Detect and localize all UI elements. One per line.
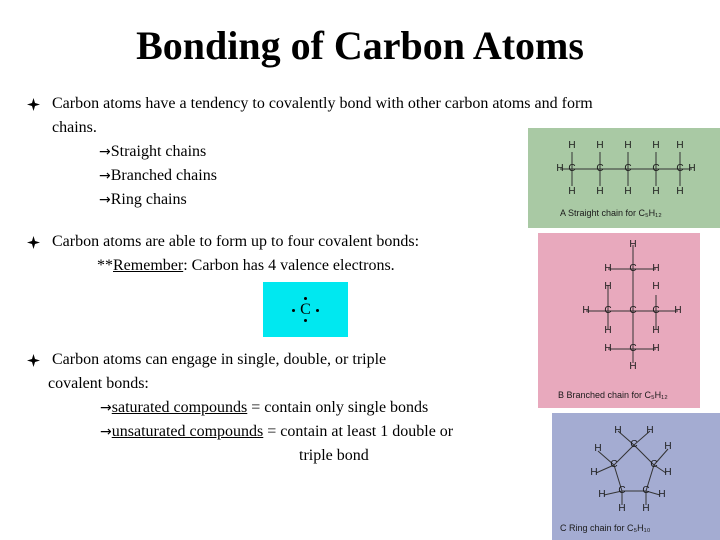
atom-c: C bbox=[618, 485, 626, 496]
atom-h: H bbox=[658, 489, 666, 500]
atom-h: H bbox=[598, 489, 606, 500]
branched-chain-caption: B Branched chain for C₅H₁₂ bbox=[558, 390, 668, 400]
atom-c: C bbox=[676, 163, 684, 174]
atom-h: H bbox=[556, 163, 564, 174]
arrow-icon: → bbox=[99, 192, 111, 208]
unsaturated-definition: →unsaturated compounds = contain at least 1 double or bbox=[100, 423, 454, 440]
lewis-dot-carbon bbox=[263, 282, 348, 337]
atom-h: H bbox=[596, 140, 604, 151]
ring-chain-caption: C Ring chain for C₅H₁₀ bbox=[560, 523, 651, 533]
atom-h: H bbox=[688, 163, 696, 174]
atom-h: H bbox=[590, 467, 598, 478]
atom-h: H bbox=[582, 305, 590, 316]
atom-h: H bbox=[652, 281, 660, 292]
atom-h: H bbox=[629, 239, 637, 250]
atom-h: H bbox=[664, 467, 672, 478]
unsaturated-definition-cont: triple bond bbox=[299, 447, 369, 464]
arrow-icon: → bbox=[99, 144, 111, 160]
atom-h: H bbox=[629, 361, 637, 372]
atom-h: H bbox=[604, 343, 612, 354]
atom-h: H bbox=[652, 186, 660, 197]
arrow-icon: → bbox=[99, 168, 111, 184]
bond-lines bbox=[538, 233, 700, 408]
atom-h: H bbox=[652, 263, 660, 274]
straight-chain-caption: A Straight chain for C₅H₁₂ bbox=[560, 208, 662, 218]
atom-c: C bbox=[650, 459, 658, 470]
atom-c: C bbox=[610, 459, 618, 470]
bullet-text-line-1: Carbon atoms can engage in single, double, or triple bbox=[52, 351, 387, 368]
valence-electron-dot bbox=[304, 297, 307, 300]
subitem-branched-chains: →Branched chains bbox=[99, 167, 217, 184]
atom-c: C bbox=[604, 305, 612, 316]
saturated-definition: →saturated compounds = contain only single bonds bbox=[100, 399, 429, 416]
atom-c: C bbox=[629, 305, 637, 316]
atom-h: H bbox=[614, 425, 622, 436]
valence-electron-dot bbox=[316, 309, 319, 312]
atom-c: C bbox=[642, 485, 650, 496]
arrow-icon: → bbox=[100, 400, 112, 416]
subitem-ring-chains: →Ring chains bbox=[99, 191, 187, 208]
arrow-icon: → bbox=[100, 424, 112, 440]
atom-h: H bbox=[652, 343, 660, 354]
ring-chain-panel bbox=[552, 413, 720, 540]
atom-c: C bbox=[629, 343, 637, 354]
atom-h: H bbox=[674, 305, 682, 316]
bullet-bond-types bbox=[27, 348, 507, 468]
branched-chain-panel bbox=[538, 233, 700, 408]
bond-lines bbox=[552, 413, 720, 540]
slide-title: Bonding of Carbon Atoms bbox=[136, 23, 584, 68]
atom-h: H bbox=[604, 281, 612, 292]
atom-c: C bbox=[652, 163, 660, 174]
atom-h: H bbox=[676, 140, 684, 151]
atom-c: C bbox=[630, 439, 638, 450]
carbon-symbol: C bbox=[300, 301, 311, 318]
atom-c: C bbox=[652, 305, 660, 316]
atom-h: H bbox=[618, 503, 626, 514]
atom-h: H bbox=[568, 140, 576, 151]
atom-h: H bbox=[652, 140, 660, 151]
bullet-text-line-2: covalent bonds: bbox=[48, 375, 149, 392]
atom-c: C bbox=[624, 163, 632, 174]
diamond-bullet-icon bbox=[27, 236, 40, 249]
straight-chain-panel bbox=[528, 128, 720, 228]
atom-h: H bbox=[624, 186, 632, 197]
diamond-bullet-icon bbox=[27, 98, 40, 111]
atom-h: H bbox=[596, 186, 604, 197]
atom-h: H bbox=[642, 503, 650, 514]
bullet-text-line-2: chains. bbox=[52, 119, 97, 136]
valence-electron-dot bbox=[292, 309, 295, 312]
atom-c: C bbox=[629, 263, 637, 274]
atom-h: H bbox=[594, 443, 602, 454]
atom-h: H bbox=[646, 425, 654, 436]
atom-h: H bbox=[652, 325, 660, 336]
atom-h: H bbox=[604, 325, 612, 336]
atom-h: H bbox=[624, 140, 632, 151]
bullet-text-line-1: Carbon atoms have a tendency to covalently bond with other carbon atoms and form bbox=[52, 95, 593, 112]
atom-c: C bbox=[568, 163, 576, 174]
atom-h: H bbox=[568, 186, 576, 197]
atom-h: H bbox=[604, 263, 612, 274]
bullet-four-bonds bbox=[27, 230, 507, 278]
remember-note: **Remember: Carbon has 4 valence electrons. bbox=[97, 257, 395, 274]
atom-h: H bbox=[664, 441, 672, 452]
subitem-straight-chains: →Straight chains bbox=[99, 143, 207, 160]
atom-h: H bbox=[676, 186, 684, 197]
valence-electron-dot bbox=[304, 319, 307, 322]
atom-c: C bbox=[596, 163, 604, 174]
diamond-bullet-icon bbox=[27, 354, 40, 367]
bullet-text-line: Carbon atoms are able to form up to four covalent bonds: bbox=[52, 233, 420, 250]
